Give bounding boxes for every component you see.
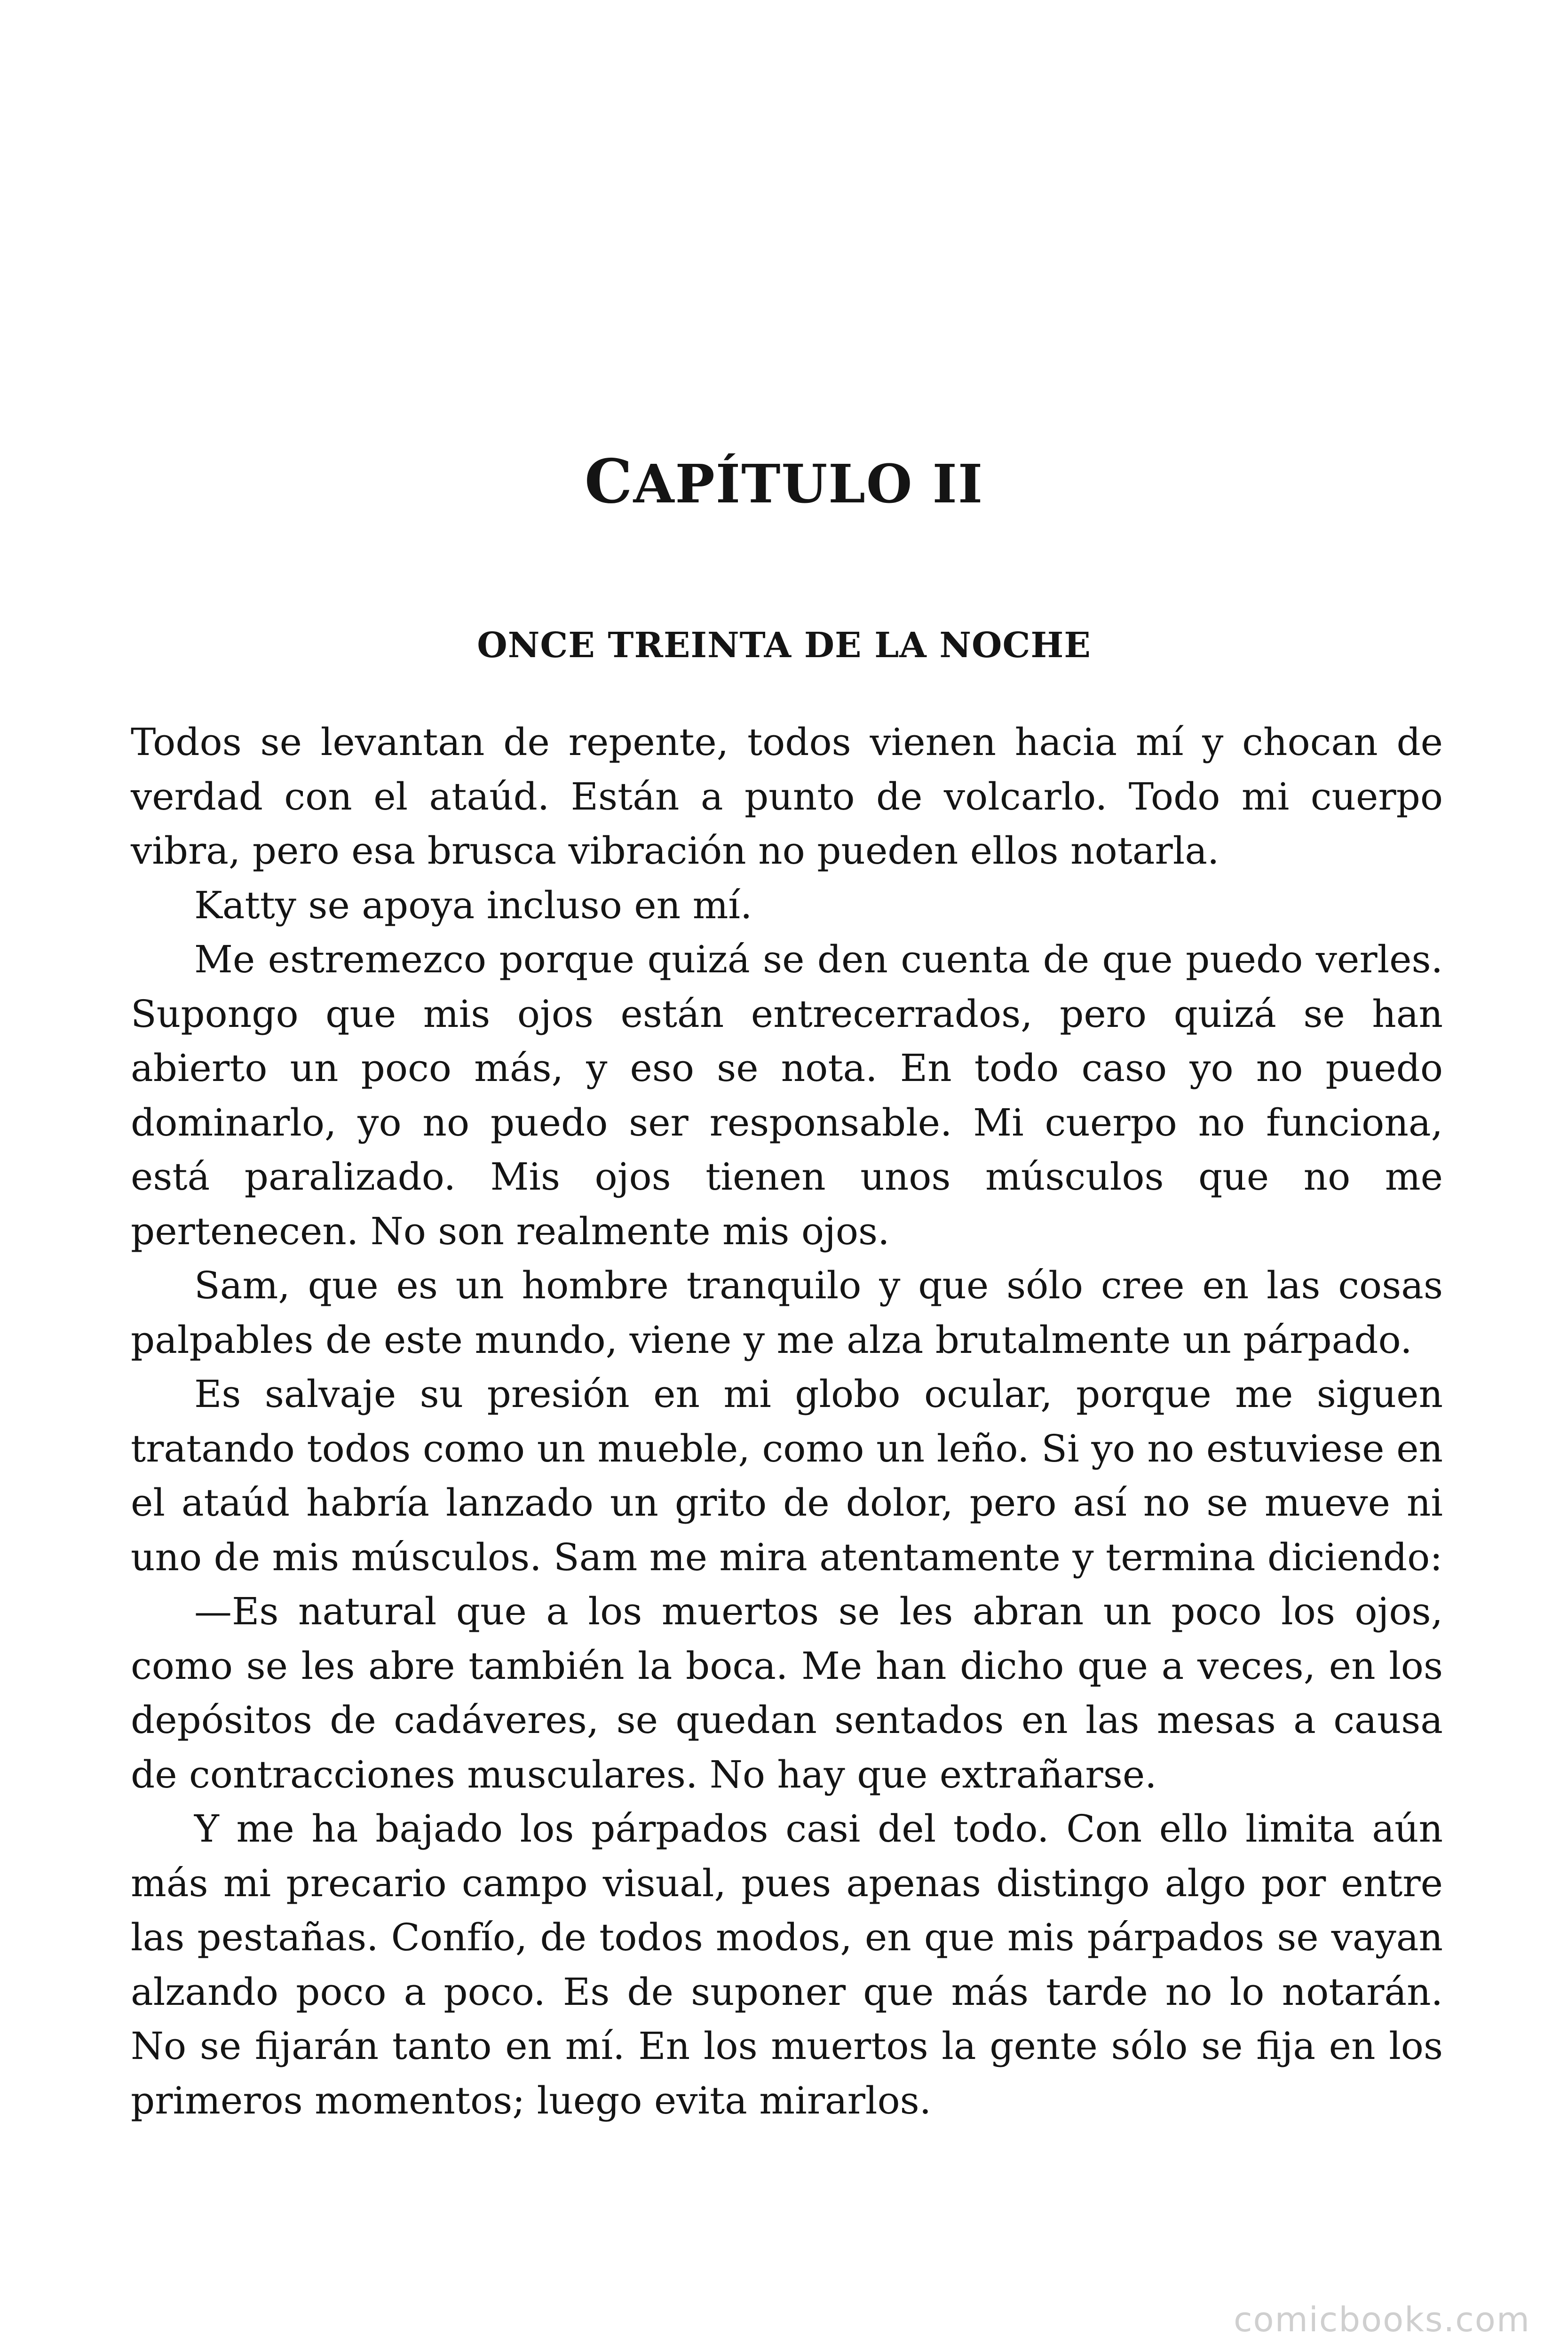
paragraph: Katty se apoya incluso en mí. bbox=[194, 883, 752, 927]
chapter-subtitle: ONCE TREINTA DE LA NOCHE bbox=[477, 625, 1091, 666]
paragraph: Todos se levantan de repente, todos vienen hacia mí y chocan de verdad con el ataúd. Están a punto de volcarlo. Todo mi cuerpo vibra, pero esa brusca vibración no pueden ellos notarla. bbox=[131, 720, 1443, 873]
chapter-body bbox=[131, 715, 1443, 2128]
chapter-title-rest: APÍTULO II bbox=[633, 453, 984, 515]
watermark: comicbooks.com bbox=[1233, 2300, 1530, 2339]
paragraph: Es salvaje su presión en mi globo ocular, porque me siguen tratando todos como un mueble, como un leño. Si yo no estuviese en el ataúd habría lanzado un grito de dolor, pero así no se mueve ni uno de mis músculos. Sam me mira atentamente y termina diciendo: bbox=[131, 1372, 1443, 1579]
chapter-title-initial: C bbox=[584, 446, 634, 517]
paragraph: Sam, que es un hombre tranquilo y que sólo cree en las cosas palpables de este mundo, viene y me alza brutalmente un párpado. bbox=[131, 1263, 1443, 1362]
paragraph: —Es natural que a los muertos se les abran un poco los ojos, como se les abre también la boca. Me han dicho que a veces, en los depósitos de cadáveres, se quedan sentados en las mesas a causa de contracciones musculares. No hay que extrañarse. bbox=[131, 1589, 1443, 1796]
chapter-title bbox=[0, 446, 1568, 517]
paragraph: Me estremezco porque quizá se den cuenta de que puedo verles. Supongo que mis ojos están entrecerrados, pero quizá se han abierto un poco más, y eso se nota. En todo caso yo no puedo dominarlo, yo no puedo ser responsable. Mi cuerpo no funciona, está paralizado. Mis ojos tienen unos músculos que no me pertenecen. No son realmente mis ojos. bbox=[131, 938, 1443, 1253]
paragraph: Y me ha bajado los párpados casi del todo. Con ello limita aún más mi precario campo visual, pues apenas distingo algo por entre las pestañas. Confío, de todos modos, en que mis párpados se vayan alzando poco a poco. Es de suponer que más tarde no lo notarán. No se fijarán tanto en mí. En los muertos la gente sólo se fija en los primeros momentos; luego evita mirarlos. bbox=[131, 1807, 1443, 2122]
